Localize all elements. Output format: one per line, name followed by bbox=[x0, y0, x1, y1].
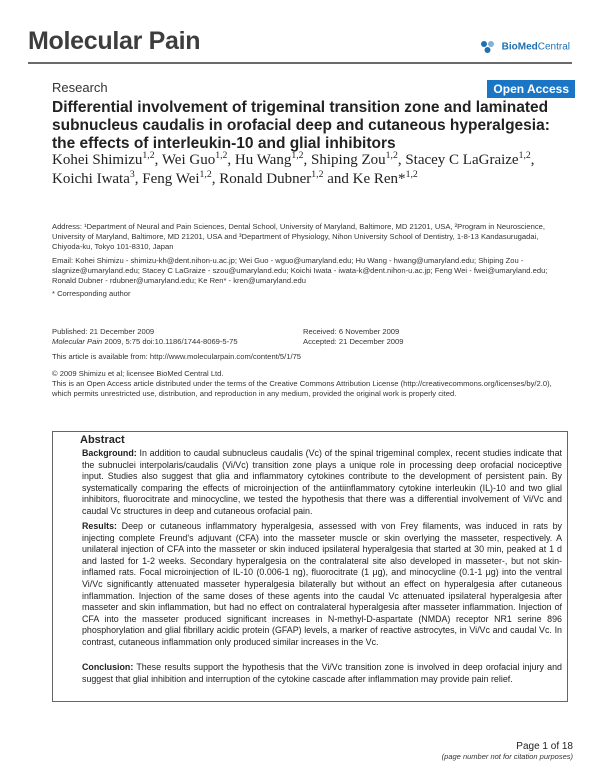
copyright-block bbox=[52, 369, 560, 399]
header-divider bbox=[28, 62, 572, 64]
affiliations: Address: ¹Department of Neural and Pain Sciences, Dental School, University of Maryland, Baltimore, MD 21201, USA, ²Program in Neuroscience, University of Maryland, Baltimore, MD 21201, USA and ³Department of Physiology, Nihon University School of Dentistry, 1-8-13 Kandasurugadai, Chiyoda-ku, Tokyo 101-8310, Japan bbox=[52, 222, 545, 251]
article-type: Research bbox=[52, 80, 108, 95]
author-name: Koichi Iwata bbox=[52, 171, 130, 187]
conclusion-label: Conclusion: bbox=[82, 662, 134, 672]
author-name: Feng Wei bbox=[142, 171, 200, 187]
abstract-background bbox=[82, 448, 562, 518]
background-text: In addition to caudal subnucleus caudalis (Vc) of the spinal trigeminal complex, recent studies indicate that the subnuclei interpolaris/caudalis (Vi/Vc) transition zone plays a unique role in processing deep orofacial nociceptive input. Studies also suggest that glia and inflammatory cytokines contribute to the development of persistent pain. By systematically comparing the effects of microinjection of the antiinflammatory cytokine interleukin (IL)-10 and two glial inhibitors, fluorocitrate and minocycline, we tested the hypothesis that there was a differential involvement of Vi/Vc and caudal Vc structures in deep and cutaneous orofacial pain. bbox=[82, 448, 562, 516]
abstract-heading: Abstract bbox=[80, 434, 125, 446]
page-number: Page 1 of 18 bbox=[516, 741, 573, 752]
author-affiliation: 1,2 bbox=[142, 150, 155, 161]
accepted-date: Accepted: 21 December 2009 bbox=[303, 337, 404, 346]
citation-rest: 2009, 5:75 doi:10.1186/1744-8069-5-75 bbox=[102, 337, 238, 346]
published-date: Published: 21 December 2009 bbox=[52, 327, 155, 336]
open-access-badge: Open Access bbox=[487, 80, 575, 98]
abstract-conclusion bbox=[82, 662, 562, 685]
author-affiliation: 1,2 bbox=[199, 169, 212, 180]
received-info bbox=[303, 327, 503, 347]
article-url[interactable]: This article is available from: http://www.molecularpain.com/content/5/1/75 bbox=[52, 352, 302, 361]
author-affiliation: 1,2 bbox=[405, 169, 418, 180]
citation-journal: Molecular Pain bbox=[52, 337, 103, 346]
author-name: Ronald Dubner bbox=[219, 171, 312, 187]
results-label: Results: bbox=[82, 521, 118, 531]
publisher-name-b: Central bbox=[537, 41, 570, 53]
received-date: Received: 6 November 2009 bbox=[303, 327, 400, 336]
author-name: Ke Ren* bbox=[352, 171, 406, 187]
author-list: Kohei Shimizu$^{1,2}$, Wei Guo$^{1,2}$, Hu Wang$^{1,2}$, Shiping Zou$^{1,2}$, Stacey C LaGraize$^{1,2}$, Koichi Iwata$^3$, Feng Wei$^{1,2}$, Ronald Dubner$^{1,2}$ and Ke Ren*$^{1,2}$ bbox=[52, 150, 535, 187]
author-affiliation: 1,2 bbox=[215, 150, 228, 161]
conclusion-text: These results support the hypothesis that the Vi/Vc transition zone is involved in deep orofacial injury and suggest that glial inhibition and interruption of the cytokine cascade after inflammation may provide pain relief. bbox=[82, 662, 562, 684]
publisher-logo bbox=[479, 38, 570, 56]
citation bbox=[52, 337, 322, 347]
copyright-line: © 2009 Shimizu et al; licensee BioMed Central Ltd. bbox=[52, 369, 224, 378]
corresponding-note: * Corresponding author bbox=[52, 289, 131, 298]
author-name: Stacey C LaGraize bbox=[405, 152, 519, 168]
results-text: Deep or cutaneous inflammatory hyperalgesia, assessed with von Frey filaments, was induced in rats by injecting complete Freund's adjuvant (CFA) into the masseter muscle or skin overlying the masseter, respectively. A unilateral injection of CFA into the masseter or skin induced ipsilateral hyperalgesia that started at 30 min, peaked at 1 d and lasted for 1-2 weeks. Secondary hyperalgesia on the contralateral site also developed in masseter-, but not skin-inflamed rats. Focal microinjection of IL-10 (0.006-1 ng), fluorocitrate (1 μg), and minocycline (0.1-1 μg) into the ventral Vi/Vc significantly attenuated masseter hyperalgesia bilaterally but without an effect on hyperalgesia after cutaneous inflammation. Injection of the same doses of these agents into the caudal Vc attenuated ipsilateral hyperalgesia after masseter and skin inflammation, but had no effect on contralateral hyperalgesia after masseter inflammation. Injection of CFA into the masseter produced significant increases in N-methyl-D-aspartate (NMDA) receptor NR1 serine 896 phosphorylation and glial fibrillary acidic protein (GFAP) levels, a marker of reactive astrocytes, in Vi/Vc and caudal Vc. In contrast, cutaneous inflammation only produced similar increases in the Vc. bbox=[82, 521, 562, 647]
publisher-name-a: BioMed bbox=[501, 41, 538, 53]
license-text: This is an Open Access article distributed under the terms of the Creative Commons Attribution License (http://creativecommons.org/licenses/by/2.0), which permits unrestricted use, distribution, and reproduction in any medium, provided the original work is properly cited. bbox=[52, 379, 552, 398]
background-label: Background: bbox=[82, 448, 137, 458]
author-affiliation: 1,2 bbox=[518, 150, 531, 161]
page-footer bbox=[442, 741, 573, 761]
author-emails: Email: Kohei Shimizu - shimizu-kh@dent.nihon-u.ac.jp; Wei Guo - wguo@umaryland.edu; Hu Wang - hwang@umaryland.edu; Shiping Zou - slagnize@umaryland.edu; Stacey C LaGraize - szou@umaryland.edu; Koichi Iwata - iwata-k@dent.nihon-u.ac.jp; Feng Wei - fwei@umaryland.edu; Ronald Dubner - rdubner@umaryland.edu; Ke Ren* - kren@umaryland.edu bbox=[52, 256, 548, 285]
article-title: Differential involvement of trigeminal transition zone and laminated subnucleus caudalis in orofacial deep and cutaneous hyperalgesia: the effects of interleukin-10 and glial inhibitors bbox=[52, 99, 550, 152]
author-name: Hu Wang bbox=[234, 152, 292, 168]
author-name: Shiping Zou bbox=[311, 152, 386, 168]
abstract-results bbox=[82, 521, 562, 649]
author-affiliation: 1,2 bbox=[311, 169, 324, 180]
journal-title: Molecular Pain bbox=[28, 27, 201, 55]
abstract-box bbox=[52, 431, 568, 702]
page-note: (page number not for citation purposes) bbox=[441, 752, 573, 761]
publication-info bbox=[52, 327, 322, 347]
author-name: Kohei Shimizu bbox=[52, 152, 143, 168]
author-name: Wei Guo bbox=[161, 152, 216, 168]
author-affiliation: 1,2 bbox=[385, 150, 398, 161]
publisher-mark-icon bbox=[479, 40, 497, 54]
author-affiliation: 3 bbox=[129, 169, 135, 180]
author-affiliation: 1,2 bbox=[291, 150, 304, 161]
